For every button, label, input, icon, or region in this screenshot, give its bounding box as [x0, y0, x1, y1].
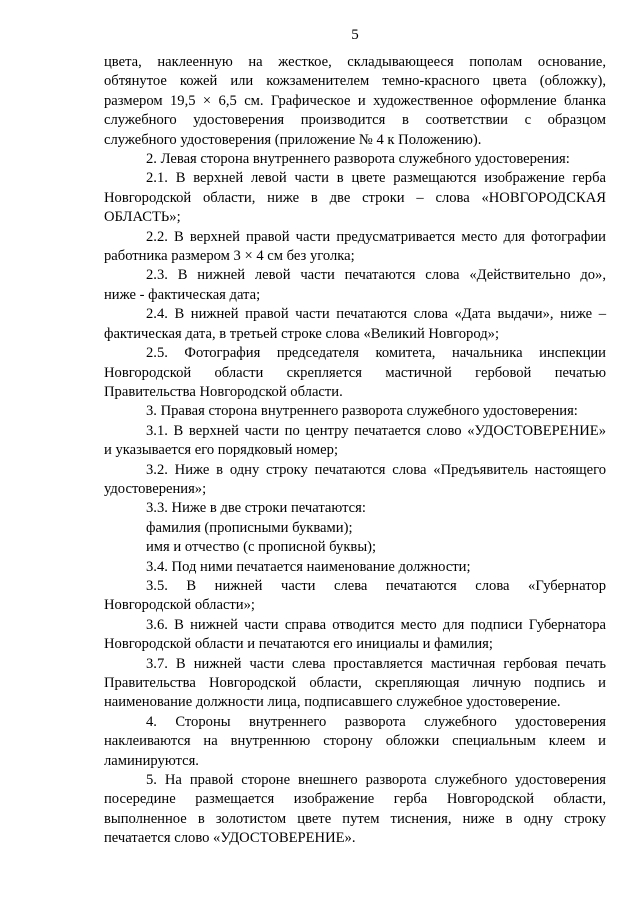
text-line	[104, 72, 606, 91]
line-text: работника размером 3 × 4 см без уголка;	[104, 248, 355, 265]
text-line	[104, 771, 606, 790]
text-line	[104, 829, 606, 848]
text-line	[104, 131, 606, 150]
text-line	[104, 169, 606, 188]
line-text: ламинируются.	[104, 752, 199, 769]
paragraph	[104, 305, 606, 344]
text-line	[104, 402, 606, 421]
line-text: выполненное в золотистом цвете путем тиснения, ниже в одну строку	[104, 810, 606, 827]
paragraph	[104, 519, 606, 538]
line-text: 2.2. В верхней правой части предусматривается место для фотографии	[146, 228, 606, 245]
text-line	[104, 150, 606, 169]
line-text: Новгородской области и печатаются его инициалы и фамилия;	[104, 636, 493, 653]
text-line	[104, 616, 606, 635]
line-text: 3.5. В нижней части слева печатаются слова «Губернатор	[146, 577, 606, 594]
line-text: наклеиваются на внутреннюю сторону обложки специальным клеем и	[104, 733, 606, 750]
line-text: Новгородской области»;	[104, 597, 255, 614]
line-text: 2.5. Фотография председателя комитета, начальника инспекции	[146, 345, 606, 362]
text-line	[104, 344, 606, 363]
line-text: 3.7. В нижней части слева проставляется мастичная гербовая печать	[146, 655, 606, 672]
line-text: ниже - фактическая дата;	[104, 286, 261, 303]
text-line	[104, 810, 606, 829]
text-line	[104, 383, 606, 402]
paragraph	[104, 577, 606, 616]
text-line	[104, 53, 606, 72]
text-line	[104, 713, 606, 732]
line-text: фактическая дата, в третьей строке слова «Великий Новгород»;	[104, 325, 499, 342]
line-text: и указывается его порядковый номер;	[104, 442, 338, 459]
text-line	[104, 266, 606, 285]
line-text: Новгородской области скрепляется мастичной гербовой печатью	[104, 364, 606, 381]
paragraph	[104, 266, 606, 305]
paragraph	[104, 150, 606, 169]
line-text: фамилия (прописными буквами);	[146, 519, 353, 536]
line-text: 3.1. В верхней части по центру печатается слово «УДОСТОВЕРЕНИЕ»	[146, 422, 606, 439]
line-text: Новгородской области, ниже в две строки – слова «НОВГОРОДСКАЯ	[104, 189, 606, 206]
text-line	[104, 538, 606, 557]
line-text: имя и отчество (с прописной буквы);	[146, 539, 377, 556]
line-text: цвета, наклеенную на жесткое, складывающееся пополам основание,	[104, 54, 606, 70]
text-line	[104, 189, 606, 208]
text-line	[104, 558, 606, 577]
line-text: 2. Левая сторона внутреннего разворота служебного удостоверения:	[146, 151, 570, 168]
line-text: размером 19,5 × 6,5 см. Графическое и художественное оформление бланка	[104, 92, 606, 109]
line-text: 5. На правой стороне внешнего разворота служебного удостоверения	[146, 772, 606, 789]
text-line	[104, 674, 606, 693]
line-text: 3.2. Ниже в одну строку печатаются слова «Предъявитель настоящего	[146, 461, 606, 478]
text-line	[104, 208, 606, 227]
text-line	[104, 499, 606, 518]
text-line	[104, 693, 606, 712]
line-text: посередине размещается изображение герба Новгородской области,	[104, 791, 606, 808]
text-line	[104, 364, 606, 383]
line-text: печатается слово «УДОСТОВЕРЕНИЕ».	[104, 830, 356, 847]
line-text: 2.4. В нижней правой части печатаются слова «Дата выдачи», ниже –	[146, 306, 606, 323]
paragraph	[104, 53, 606, 150]
line-text: Правительства Новгородской области, скрепляющая личную подпись и	[104, 675, 606, 691]
text-line	[104, 111, 606, 130]
line-text: 3.3. Ниже в две строки печатаются:	[146, 500, 366, 517]
paragraph	[104, 402, 606, 421]
text-line	[104, 732, 606, 751]
text-line	[104, 286, 606, 305]
line-text: обтянутое кожей или кожзаменителем темно-красного цвета (обложку),	[104, 73, 606, 90]
text-line	[104, 228, 606, 247]
text-line	[104, 422, 606, 441]
line-text: 3.6. В нижней части справа отводится место для подписи Губернатора	[146, 616, 606, 633]
paragraph	[104, 713, 606, 771]
line-text: Правительства Новгородской области.	[104, 383, 343, 400]
line-text: удостоверения»;	[104, 480, 207, 497]
text-line	[104, 480, 606, 499]
line-text: наименование должности лица, подписавшего служебное удостоверение.	[104, 694, 561, 711]
text-line	[104, 635, 606, 654]
paragraph	[104, 655, 606, 713]
paragraph	[104, 538, 606, 557]
text-line	[104, 577, 606, 596]
text-line	[104, 596, 606, 615]
line-text: 3.4. Под ними печатается наименование должности;	[146, 558, 471, 575]
text-line	[104, 790, 606, 809]
line-text: 3. Правая сторона внутреннего разворота служебного удостоверения:	[146, 403, 578, 420]
text-line	[104, 441, 606, 460]
line-text: 2.3. В нижней левой части печатаются слова «Действительно до»,	[146, 267, 606, 284]
paragraph	[104, 771, 606, 849]
text-line	[104, 305, 606, 324]
page-number: 5	[351, 27, 359, 43]
document-body	[104, 53, 606, 849]
paragraph	[104, 422, 606, 461]
text-line	[104, 655, 606, 674]
paragraph	[104, 499, 606, 518]
paragraph	[104, 228, 606, 267]
paragraph	[104, 461, 606, 500]
line-text: служебного удостоверения производится в соответствии с образцом	[104, 112, 606, 129]
paragraph	[104, 344, 606, 402]
text-line	[104, 247, 606, 266]
text-line	[104, 461, 606, 480]
text-line	[104, 92, 606, 111]
line-text: 4. Стороны внутреннего разворота служебного удостоверения	[146, 713, 606, 730]
paragraph	[104, 169, 606, 227]
text-line	[104, 752, 606, 771]
line-text: ОБЛАСТЬ»;	[104, 209, 181, 226]
text-line	[104, 325, 606, 344]
line-text: 2.1. В верхней левой части в цвете размещаются изображение герба	[146, 170, 606, 187]
line-text: служебного удостоверения (приложение № 4 к Положению).	[104, 131, 482, 148]
paragraph	[104, 616, 606, 655]
text-line	[104, 519, 606, 538]
paragraph	[104, 558, 606, 577]
